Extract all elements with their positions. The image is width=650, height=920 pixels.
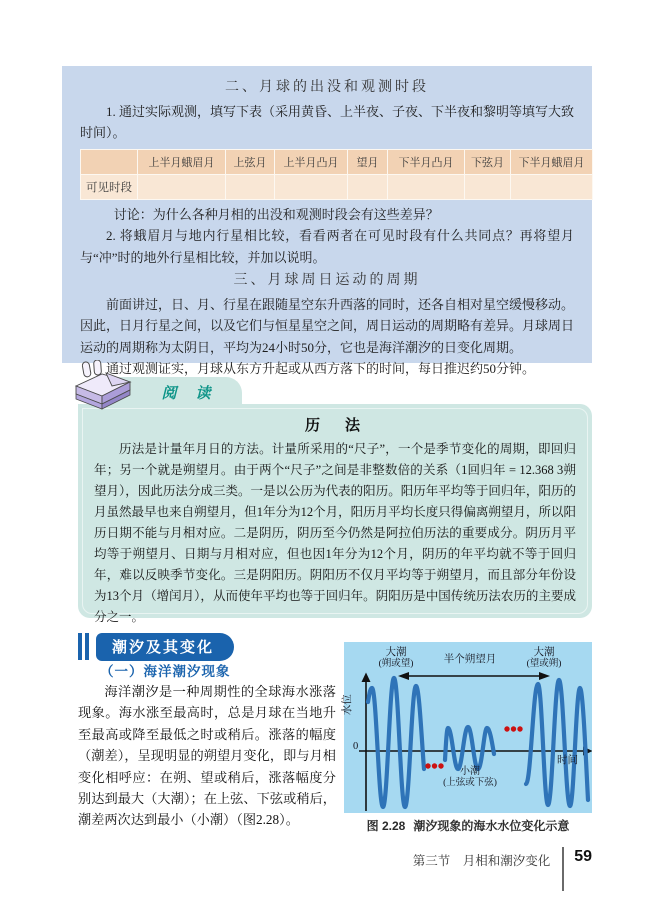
column-header: 上弦月 (226, 149, 275, 174)
fill-in-cell (465, 174, 511, 199)
reading-tab-label: 阅 读 (161, 384, 213, 402)
activity-item-2: 2. 将蛾眉月与地内行星相比较，看看两者在可见时段有什么共同点？再将望月与“冲”时的地外行星相比较，并加以说明。 (80, 228, 574, 265)
spring-tide-left-wave (368, 678, 424, 807)
neap-tide-line1: 小潮 (460, 766, 480, 777)
reading-box (78, 404, 592, 624)
spring-tide-right-label (511, 647, 577, 670)
origin-zero-label: 0 (353, 741, 359, 752)
column-header: 下半月凸月 (388, 149, 465, 174)
tide-section-heading (78, 633, 234, 660)
spring-tide-right-line1: 大潮 (533, 647, 555, 658)
tide-chart (341, 642, 592, 813)
page-number: 59 (574, 848, 592, 865)
figure-caption-text: 潮汐现象的海水水位变化示意 (413, 819, 570, 833)
row-label-visible-period: 可见时段 (81, 174, 138, 199)
figure-number: 图 2.28 (366, 819, 406, 833)
page-footer (330, 847, 592, 891)
reading-title: 历 法 (304, 418, 365, 434)
spring-tide-right-wave (526, 680, 588, 806)
fill-in-cell (511, 174, 593, 199)
column-header: 下弦月 (465, 149, 511, 174)
spring-tide-left-line2: (朔或望) (378, 658, 414, 669)
tide-subheading: （一）海洋潮汐现象 (100, 664, 231, 679)
diurnal-paragraph-1: 前面讲过，日、月、行星在跟随星空东升西落的同时，还各自相对星空缓慢移动。因此，日月行星之间，以及它们与恒星星空之间，周日运动的周期略有差异。月球周日运动的周期称为太阴日，平均为24小时50分，它也是海洋潮汐的日变化周期。 (80, 297, 575, 355)
x-axis-label: 时间 (557, 755, 578, 766)
notebook-icon (72, 360, 134, 421)
section-title-diurnal-period: 三、月球周日运动的周期 (233, 273, 421, 289)
fill-in-cell (388, 174, 465, 199)
column-header: 望月 (348, 149, 388, 174)
table-row (81, 174, 593, 199)
tide-paragraph: 海洋潮汐是一种周期性的全球海水涨落现象。海水涨至最高时，总是月球在当地升至最高或降至最低之时或稍后。涨落的幅度（潮差），呈现明显的朔望月变化，即与月相变化相呼应：在朔、望或稍后，涨落幅度分别达到最大（大潮）；在上弦、下弦或稍后，潮差两次达到最小（小潮）（图2.28）。 (78, 684, 336, 828)
heading-bar-icon (85, 633, 89, 660)
half-synodic-month-label: 半个朔望月 (443, 654, 497, 665)
section-title-moon-observation: 二、月球的出没和观测时段 (225, 80, 429, 95)
discussion-prompt: 讨论：为什么各种月相的出没和观测时段会有这些差异？ (113, 206, 439, 222)
table-corner-cell (81, 149, 138, 174)
activity-item-1: 1. 通过实际观测，填写下表（采用黄昏、上半夜、子夜、下半夜和黎明等填写大致时间）。 (80, 104, 575, 141)
reading-body-text: 历法是计量年月日的方法。计量所采用的“尺子”，一个是季节变化的周期，即回归年；另一个就是朔望月。由于两个“尺子”之间是非整数倍的关系（1回归年 = 12.368 3朔望月），因此历法分成三类。一是以公历为代表的阳历。阳历年平均等于回归年，阳历的月虽然最早也来自朔望月，但1年分为12个月，阳历月平均长度只得偏离朔望月，所以阳历日期不能与月相对应。二是阴历，阴历至今仍然是阿拉伯历法的重要成分。阴历月平均等于朔望月、日期与月相对应，但也因1年分为12个月，阴历的年平均就不等于回归年，难以反映季节变化。三是阴阳历。阴阳历不仅月平均等于朔望月，而且部分年份设为13个月（增闰月），从而使年平均也等于回归年。阴阳历是中国传统历法农历的主要成分之一。 (94, 442, 576, 624)
table-header-row (81, 149, 593, 174)
neap-tide-label (426, 766, 514, 789)
fill-in-cell (138, 174, 226, 199)
neap-tide-line2: (上弦或下弦) (443, 777, 497, 788)
heading-bar-icon (78, 633, 82, 660)
column-header: 上半月蛾眉月 (138, 149, 226, 174)
figure-caption (344, 817, 592, 834)
spring-tide-left-line1: 大潮 (385, 647, 407, 658)
fill-in-cell (226, 174, 275, 199)
column-header: 下半月蛾眉月 (511, 149, 593, 174)
neap-tide-wave (445, 727, 494, 769)
activity-box (62, 66, 592, 377)
y-axis-label: 水位 (341, 694, 353, 716)
fill-in-cell (275, 174, 348, 199)
spring-tide-right-line2: (望或朔) (526, 658, 562, 669)
column-header: 上半月凸月 (275, 149, 348, 174)
footer-section-label: 第三节 月相和潮汐变化 (412, 854, 551, 868)
moon-phase-table (80, 149, 593, 200)
fill-in-cell (348, 174, 388, 199)
diurnal-paragraph-2: 通过观测证实，月球从东方升起或从西方落下的时间，每日推迟约50分钟。 (106, 361, 536, 377)
tide-heading-pill: 潮汐及其变化 (96, 633, 234, 661)
